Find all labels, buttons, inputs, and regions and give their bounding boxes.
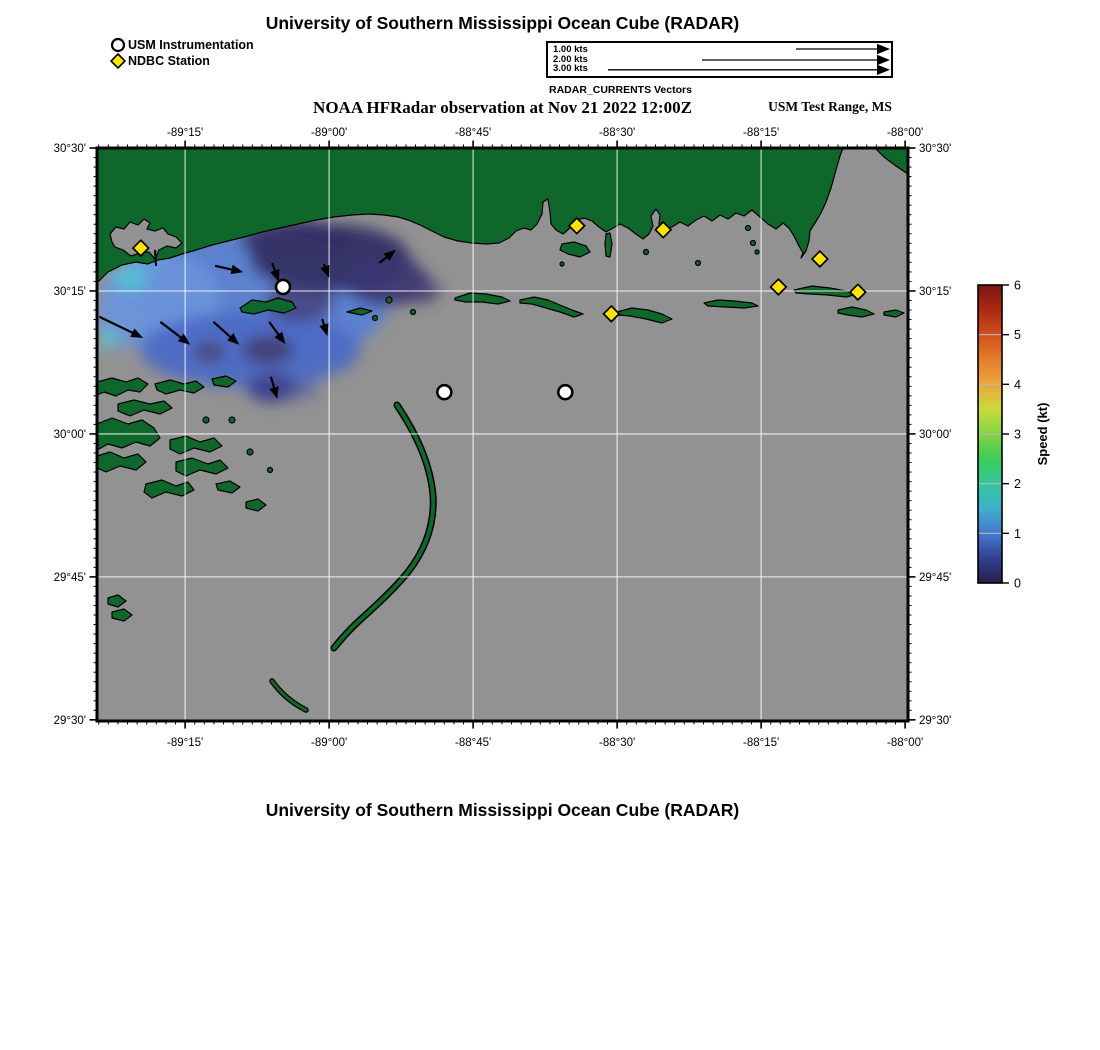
observation-subtitle: NOAA HFRadar observation at Nov 21 2022 12:00Z bbox=[313, 98, 692, 117]
colorbar-tick-label: 4 bbox=[1014, 377, 1021, 392]
x-axis-label: -88°45' bbox=[455, 127, 492, 139]
usm-instrumentation-marker bbox=[558, 385, 572, 399]
test-range-label: USM Test Range, MS bbox=[768, 99, 892, 114]
colorbar-tick-label: 0 bbox=[1014, 576, 1021, 591]
y-axis-label: 29°45' bbox=[919, 571, 952, 584]
colorbar-tick-label: 3 bbox=[1014, 427, 1021, 442]
colorbar bbox=[978, 279, 1050, 591]
colorbar-title: Speed (kt) bbox=[1035, 402, 1050, 466]
x-axis-label: -88°15' bbox=[743, 127, 780, 139]
scale-entry-2kt: 2.00 kts bbox=[553, 53, 588, 65]
scale-entry-3kt: 3.00 kts bbox=[553, 63, 588, 74]
x-axis-label: -88°30' bbox=[599, 127, 636, 139]
y-axis-label: 30°30' bbox=[53, 143, 86, 155]
x-axis-label: -89°15' bbox=[167, 737, 204, 749]
colorbar-tick-label: 1 bbox=[1014, 526, 1021, 541]
y-axis-label: 29°30' bbox=[53, 714, 86, 727]
y-axis-label: 30°00' bbox=[53, 428, 86, 441]
river-channel bbox=[155, 250, 156, 266]
y-axis-label: 30°15' bbox=[53, 285, 86, 298]
y-axis-label: 30°00' bbox=[919, 428, 952, 441]
y-axis-label: 29°30' bbox=[919, 714, 952, 727]
x-axis-label: -88°00' bbox=[887, 127, 924, 139]
y-axis-label: 30°15' bbox=[919, 285, 952, 298]
usm-instrumentation-marker bbox=[276, 280, 290, 294]
colorbar-tick-label: 5 bbox=[1014, 328, 1021, 343]
x-axis-label: -88°30' bbox=[599, 737, 636, 749]
colorbar-tick-label: 6 bbox=[1014, 278, 1021, 293]
colorbar-tick-label: 2 bbox=[1014, 477, 1021, 492]
diamond-icon bbox=[111, 54, 125, 68]
y-axis-label: 29°45' bbox=[53, 571, 86, 584]
x-axis-label: -89°00' bbox=[311, 127, 348, 139]
x-axis-label: -89°00' bbox=[311, 737, 348, 749]
legend-label-usm-instrumentation: USM Instrumentation bbox=[128, 38, 254, 52]
x-axis-label: -89°15' bbox=[167, 127, 204, 139]
x-axis-label: -88°00' bbox=[887, 737, 924, 749]
x-axis-label: -88°15' bbox=[743, 737, 780, 749]
circle-icon bbox=[112, 39, 124, 51]
bottom-caption: University of Southern Mississippi Ocean Cube (RADAR) bbox=[265, 800, 740, 820]
page-title: University of Southern Mississippi Ocean Cube (RADAR) bbox=[265, 13, 740, 33]
legend-markers bbox=[111, 39, 125, 68]
usm-instrumentation-marker bbox=[437, 385, 451, 399]
x-axis-label: -88°45' bbox=[455, 737, 492, 749]
vector-scale-box bbox=[547, 42, 892, 77]
y-axis-label: 30°30' bbox=[919, 143, 952, 155]
legend-label-ndbc-station: NDBC Station bbox=[128, 54, 210, 68]
vector-scale-title: RADAR_CURRENTS Vectors bbox=[549, 84, 692, 96]
scale-entry-1kt: 1.00 kts bbox=[553, 44, 588, 55]
